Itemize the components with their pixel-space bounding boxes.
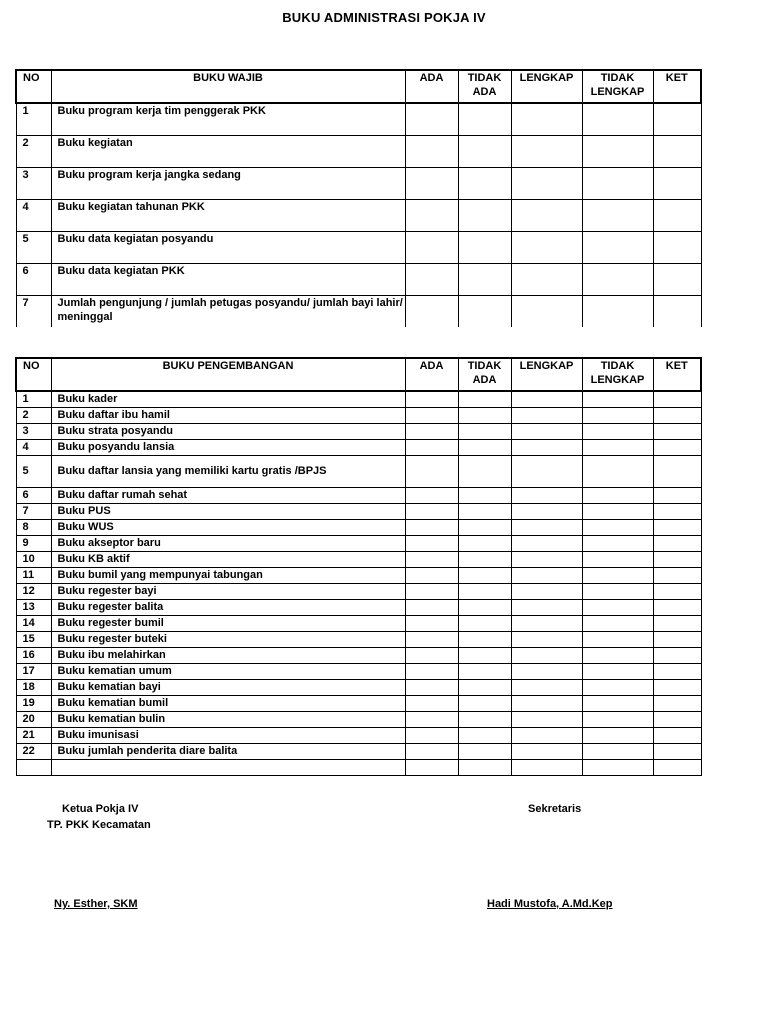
lengkap-cell [511, 584, 582, 600]
tidak-lengkap-cell [582, 295, 653, 327]
row-number: 11 [16, 568, 51, 584]
tidak-lengkap-cell [582, 456, 653, 488]
ket-cell [653, 231, 701, 263]
tidak-lengkap-cell [582, 632, 653, 648]
tidak-ada-cell [458, 568, 511, 584]
tidak-lengkap-cell [582, 584, 653, 600]
tidak-lengkap-cell [582, 616, 653, 632]
table-row [16, 712, 701, 728]
right-signatory-name: Hadi Mustofa, A.Md.Kep [487, 898, 613, 910]
left-signatory-name: Ny. Esther, SKM [54, 898, 138, 910]
book-name: Buku posyandu lansia [51, 440, 405, 456]
row-number: 18 [16, 680, 51, 696]
row-number: 4 [16, 440, 51, 456]
table-row [16, 760, 701, 776]
table-row [16, 231, 701, 263]
tidak-ada-cell [458, 712, 511, 728]
lengkap-cell [511, 744, 582, 760]
book-name: Buku PUS [51, 504, 405, 520]
lengkap-cell [511, 664, 582, 680]
ket-cell [653, 616, 701, 632]
table-row [16, 536, 701, 552]
row-number: 2 [16, 408, 51, 424]
tidak-ada-cell [458, 696, 511, 712]
book-name: Buku kader [51, 391, 405, 408]
lengkap-cell [511, 456, 582, 488]
lengkap-cell [511, 263, 582, 295]
tidak-ada-cell [458, 744, 511, 760]
tidak-lengkap-cell [582, 568, 653, 584]
tidak-ada-cell [458, 391, 511, 408]
ada-cell [405, 424, 458, 440]
ada-cell [405, 552, 458, 568]
tidak-lengkap-cell [582, 199, 653, 231]
row-number: 12 [16, 584, 51, 600]
table-header-row [16, 358, 701, 391]
ada-cell [405, 584, 458, 600]
tidak-ada-cell [458, 632, 511, 648]
lengkap-cell [511, 600, 582, 616]
lengkap-cell [511, 408, 582, 424]
book-name: Buku kematian bulin [51, 712, 405, 728]
tidak-ada-cell [458, 520, 511, 536]
tidak-lengkap-cell [582, 664, 653, 680]
table-row [16, 520, 701, 536]
tidak-lengkap-cell [582, 103, 653, 135]
row-number: 10 [16, 552, 51, 568]
right-signatory-title: Sekretaris [528, 803, 582, 815]
column-header: LENGKAP [511, 358, 582, 391]
row-number: 4 [16, 199, 51, 231]
ada-cell [405, 744, 458, 760]
table-row [16, 408, 701, 424]
row-number: 3 [16, 424, 51, 440]
tidak-ada-cell [458, 103, 511, 135]
lengkap-cell [511, 103, 582, 135]
lengkap-cell [511, 760, 582, 776]
column-header: LENGKAP [511, 70, 582, 103]
table-row [16, 199, 701, 231]
lengkap-cell [511, 424, 582, 440]
book-name: Buku data kegiatan PKK [51, 263, 405, 295]
book-name [51, 760, 405, 776]
book-name: Buku regester balita [51, 600, 405, 616]
table-row [16, 600, 701, 616]
ket-cell [653, 552, 701, 568]
ada-cell [405, 568, 458, 584]
tidak-lengkap-cell [582, 712, 653, 728]
ket-cell [653, 263, 701, 295]
book-name: Buku regester bayi [51, 584, 405, 600]
book-name: Buku KB aktif [51, 552, 405, 568]
lengkap-cell [511, 440, 582, 456]
tidak-lengkap-cell [582, 728, 653, 744]
table-row [16, 504, 701, 520]
book-name: Buku daftar rumah sehat [51, 488, 405, 504]
tidak-lengkap-cell [582, 391, 653, 408]
tidak-lengkap-cell [582, 696, 653, 712]
column-header: BUKU PENGEMBANGAN [51, 358, 405, 391]
book-name: Buku regester buteki [51, 632, 405, 648]
tidak-ada-cell [458, 231, 511, 263]
tidak-lengkap-cell [582, 760, 653, 776]
lengkap-cell [511, 135, 582, 167]
book-name: Buku program kerja jangka sedang [51, 167, 405, 199]
ket-cell [653, 424, 701, 440]
row-number: 19 [16, 696, 51, 712]
book-name: Buku jumlah penderita diare balita [51, 744, 405, 760]
ada-cell [405, 167, 458, 199]
tidak-lengkap-cell [582, 263, 653, 295]
lengkap-cell [511, 696, 582, 712]
row-number: 20 [16, 712, 51, 728]
row-number: 2 [16, 135, 51, 167]
ket-cell [653, 103, 701, 135]
column-header: KET [653, 358, 701, 391]
ada-cell [405, 664, 458, 680]
ket-cell [653, 135, 701, 167]
tidak-ada-cell [458, 664, 511, 680]
lengkap-cell [511, 167, 582, 199]
book-name: Buku kematian umum [51, 664, 405, 680]
ada-cell [405, 440, 458, 456]
buku-wajib-body [16, 103, 701, 327]
table-row [16, 648, 701, 664]
ada-cell [405, 680, 458, 696]
table-row [16, 263, 701, 295]
tidak-ada-cell [458, 295, 511, 327]
tidak-lengkap-cell [582, 600, 653, 616]
ket-cell [653, 744, 701, 760]
ada-cell [405, 632, 458, 648]
row-number: 1 [16, 391, 51, 408]
lengkap-cell [511, 199, 582, 231]
tidak-ada-cell [458, 648, 511, 664]
tidak-ada-cell [458, 167, 511, 199]
tidak-ada-cell [458, 263, 511, 295]
tidak-lengkap-cell [582, 504, 653, 520]
table-row [16, 295, 701, 327]
tidak-ada-cell [458, 584, 511, 600]
ada-cell [405, 536, 458, 552]
row-number: 14 [16, 616, 51, 632]
book-name: Buku kegiatan tahunan PKK [51, 199, 405, 231]
tidak-lengkap-cell [582, 408, 653, 424]
lengkap-cell [511, 616, 582, 632]
tidak-lengkap-cell [582, 536, 653, 552]
tidak-ada-cell [458, 616, 511, 632]
ada-cell [405, 456, 458, 488]
table-row [16, 135, 701, 167]
book-name: Buku kematian bayi [51, 680, 405, 696]
table-row [16, 728, 701, 744]
lengkap-cell [511, 680, 582, 696]
document-title: BUKU ADMINISTRASI POKJA IV [282, 10, 486, 25]
lengkap-cell [511, 712, 582, 728]
column-header: TIDAK ADA [458, 70, 511, 103]
ket-cell [653, 584, 701, 600]
ket-cell [653, 456, 701, 488]
table-row [16, 552, 701, 568]
row-number: 17 [16, 664, 51, 680]
tidak-lengkap-cell [582, 167, 653, 199]
left-signatory-title: Ketua Pokja IV [62, 803, 139, 815]
ada-cell [405, 391, 458, 408]
tidak-lengkap-cell [582, 135, 653, 167]
buku-pengembangan-body [16, 391, 701, 776]
ada-cell [405, 135, 458, 167]
buku-wajib-table [15, 69, 702, 327]
column-header: BUKU WAJIB [51, 70, 405, 103]
tidak-ada-cell [458, 760, 511, 776]
tidak-ada-cell [458, 424, 511, 440]
ket-cell [653, 408, 701, 424]
book-name: Buku imunisasi [51, 728, 405, 744]
ket-cell [653, 536, 701, 552]
tidak-lengkap-cell [582, 488, 653, 504]
row-number: 5 [16, 456, 51, 488]
book-name: Buku kegiatan [51, 135, 405, 167]
lengkap-cell [511, 520, 582, 536]
row-number: 5 [16, 231, 51, 263]
lengkap-cell [511, 632, 582, 648]
row-number: 1 [16, 103, 51, 135]
ket-cell [653, 600, 701, 616]
ada-cell [405, 231, 458, 263]
ada-cell [405, 488, 458, 504]
tidak-ada-cell [458, 488, 511, 504]
ada-cell [405, 696, 458, 712]
table-row [16, 488, 701, 504]
ket-cell [653, 167, 701, 199]
tidak-lengkap-cell [582, 648, 653, 664]
ket-cell [653, 199, 701, 231]
lengkap-cell [511, 504, 582, 520]
tidak-lengkap-cell [582, 440, 653, 456]
book-name: Buku data kegiatan posyandu [51, 231, 405, 263]
book-name: Buku WUS [51, 520, 405, 536]
tidak-ada-cell [458, 552, 511, 568]
row-number: 22 [16, 744, 51, 760]
ket-cell [653, 712, 701, 728]
table-row [16, 744, 701, 760]
book-name: Buku daftar lansia yang memiliki kartu gratis /BPJS [51, 456, 405, 488]
table-row [16, 568, 701, 584]
column-header: NO [16, 70, 51, 103]
column-header: NO [16, 358, 51, 391]
book-name: Buku program kerja tim penggerak PKK [51, 103, 405, 135]
lengkap-cell [511, 391, 582, 408]
ket-cell [653, 440, 701, 456]
buku-pengembangan-table [15, 357, 702, 776]
tidak-ada-cell [458, 536, 511, 552]
book-name: Buku strata posyandu [51, 424, 405, 440]
row-number: 7 [16, 295, 51, 327]
ada-cell [405, 616, 458, 632]
table-row [16, 664, 701, 680]
lengkap-cell [511, 552, 582, 568]
lengkap-cell [511, 488, 582, 504]
tidak-ada-cell [458, 135, 511, 167]
book-name: Jumlah pengunjung / jumlah petugas posyandu/ jumlah bayi lahir/ meninggal [51, 295, 405, 327]
ada-cell [405, 520, 458, 536]
column-header: TIDAK LENGKAP [582, 70, 653, 103]
table-header-row [16, 70, 701, 103]
table-row [16, 616, 701, 632]
row-number: 9 [16, 536, 51, 552]
ada-cell [405, 103, 458, 135]
row-number: 21 [16, 728, 51, 744]
column-header: ADA [405, 70, 458, 103]
table-row [16, 167, 701, 199]
book-name: Buku akseptor baru [51, 536, 405, 552]
lengkap-cell [511, 728, 582, 744]
table-row [16, 696, 701, 712]
book-name: Buku ibu melahirkan [51, 648, 405, 664]
table-row [16, 391, 701, 408]
tidak-lengkap-cell [582, 520, 653, 536]
table-row [16, 584, 701, 600]
row-number: 15 [16, 632, 51, 648]
ada-cell [405, 199, 458, 231]
ada-cell [405, 728, 458, 744]
ket-cell [653, 504, 701, 520]
ada-cell [405, 504, 458, 520]
row-number: 7 [16, 504, 51, 520]
table-row [16, 103, 701, 135]
left-signatory-office: TP. PKK Kecamatan [47, 819, 151, 831]
row-number: 13 [16, 600, 51, 616]
lengkap-cell [511, 648, 582, 664]
ket-cell [653, 488, 701, 504]
row-number [16, 760, 51, 776]
tidak-ada-cell [458, 600, 511, 616]
table-row [16, 680, 701, 696]
row-number: 3 [16, 167, 51, 199]
table-row [16, 632, 701, 648]
column-header: TIDAK ADA [458, 358, 511, 391]
row-number: 6 [16, 263, 51, 295]
row-number: 16 [16, 648, 51, 664]
ket-cell [653, 648, 701, 664]
ket-cell [653, 295, 701, 327]
ada-cell [405, 712, 458, 728]
ket-cell [653, 696, 701, 712]
lengkap-cell [511, 536, 582, 552]
ket-cell [653, 728, 701, 744]
tidak-lengkap-cell [582, 744, 653, 760]
row-number: 8 [16, 520, 51, 536]
tidak-lengkap-cell [582, 680, 653, 696]
book-name: Buku regester bumil [51, 616, 405, 632]
tidak-ada-cell [458, 408, 511, 424]
ada-cell [405, 760, 458, 776]
tidak-ada-cell [458, 456, 511, 488]
ket-cell [653, 680, 701, 696]
row-number: 6 [16, 488, 51, 504]
tidak-ada-cell [458, 199, 511, 231]
ada-cell [405, 263, 458, 295]
lengkap-cell [511, 231, 582, 263]
ket-cell [653, 568, 701, 584]
tidak-ada-cell [458, 680, 511, 696]
column-header: KET [653, 70, 701, 103]
tidak-lengkap-cell [582, 552, 653, 568]
ada-cell [405, 600, 458, 616]
ada-cell [405, 408, 458, 424]
book-name: Buku bumil yang mempunyai tabungan [51, 568, 405, 584]
book-name: Buku kematian bumil [51, 696, 405, 712]
tidak-lengkap-cell [582, 424, 653, 440]
ket-cell [653, 760, 701, 776]
ket-cell [653, 632, 701, 648]
ada-cell [405, 648, 458, 664]
ket-cell [653, 391, 701, 408]
lengkap-cell [511, 568, 582, 584]
column-header: ADA [405, 358, 458, 391]
column-header: TIDAK LENGKAP [582, 358, 653, 391]
book-name: Buku daftar ibu hamil [51, 408, 405, 424]
lengkap-cell [511, 295, 582, 327]
ada-cell [405, 295, 458, 327]
table-row [16, 456, 701, 488]
table-row [16, 440, 701, 456]
tidak-ada-cell [458, 504, 511, 520]
tidak-lengkap-cell [582, 231, 653, 263]
ket-cell [653, 520, 701, 536]
table-row [16, 424, 701, 440]
tidak-ada-cell [458, 440, 511, 456]
ket-cell [653, 664, 701, 680]
tidak-ada-cell [458, 728, 511, 744]
